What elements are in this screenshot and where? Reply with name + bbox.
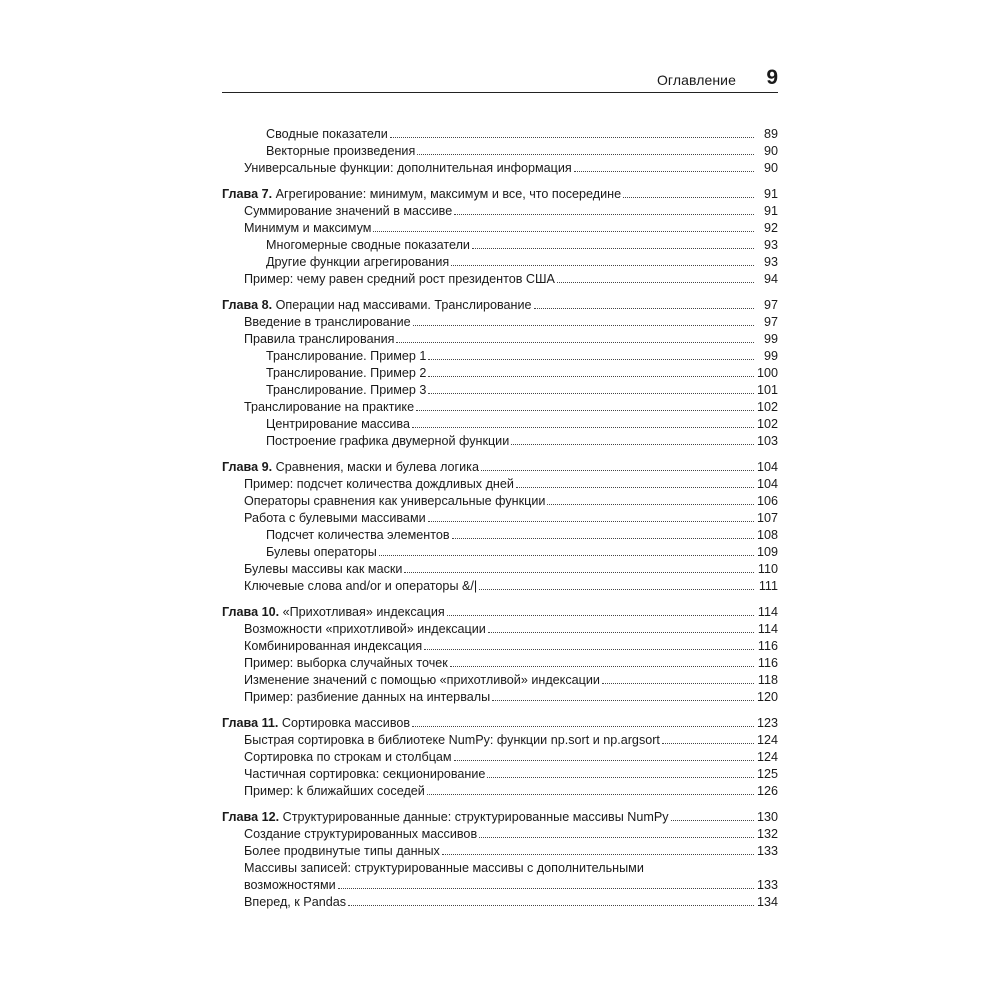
toc-chapter-entry[interactable] [222,809,778,826]
entry-title-text: Ключевые слова and/or и операторы &/| [244,579,478,593]
dot-leader [488,629,754,633]
entry-title-text: Пример: k ближайших соседей [244,784,425,798]
toc-entry[interactable] [222,783,778,800]
chapter-label: Глава 8. [222,298,273,312]
toc-entry-title [266,433,509,450]
page-number: 114 [757,605,778,619]
page-number: 134 [756,895,778,909]
chapter-label: Глава 11. [222,716,279,730]
page-number: 108 [756,528,778,542]
toc-entry-title [244,783,425,800]
dot-leader [662,740,754,744]
dot-leader [412,424,754,428]
entry-title-text: Пример: разбиение данных на интервалы [244,690,491,704]
dot-leader [534,305,754,309]
entry-title-text: Вперед, к Pandas [244,895,347,909]
page-number: 107 [756,511,778,525]
toc-entry-title [266,254,449,271]
dot-leader [547,501,754,505]
dot-leader [447,612,754,616]
dot-leader [492,697,754,701]
entry-title-text: Пример: выборка случайных точек [244,656,448,670]
toc-entry-title [222,186,621,203]
dot-leader [452,535,754,539]
dot-leader [348,902,754,906]
entry-title-text: Универсальные функции: дополнительная информация [244,161,572,175]
toc-entry[interactable] [222,416,778,433]
page-number: 124 [756,733,778,747]
dot-leader [574,168,754,172]
toc-entry[interactable] [222,331,778,348]
page-number: 118 [757,673,778,687]
dot-leader [671,817,754,821]
toc-chapter-entry[interactable] [222,297,778,314]
dot-leader [390,134,754,138]
dot-leader [428,356,754,360]
entry-title-text: Транслирование. Пример 3 [266,383,427,397]
toc-entry-title [244,493,545,510]
toc-entry[interactable] [222,578,778,595]
page-number: 109 [756,545,778,559]
dot-leader [479,834,754,838]
toc-entry[interactable] [222,314,778,331]
toc-entry[interactable] [222,527,778,544]
dot-leader [428,518,754,522]
page-number: 94 [763,272,778,286]
dot-leader [454,757,754,761]
entry-title-text: Многомерные сводные показатели [266,238,470,252]
page-number: 132 [756,827,778,841]
entry-title-text: Быстрая сортировка в библиотеке NumPy: функции np.sort и np.argsort [244,733,660,747]
toc-entry-title [222,459,479,476]
toc-entry[interactable] [222,638,778,655]
dot-leader [427,791,754,795]
toc-entry[interactable] [222,544,778,561]
page-number: 111 [758,579,778,593]
toc-entry-title [244,749,452,766]
toc-entry-title [244,621,486,638]
entry-title-text: Частичная сортировка: секционирование [244,767,486,781]
header-page-number: 9 [766,66,778,89]
toc-entry[interactable] [222,237,778,254]
toc-entry[interactable] [222,433,778,450]
toc-entry[interactable] [222,655,778,672]
entry-title-text: Изменение значений с помощью «прихотливой» индексации [244,673,600,687]
dot-leader [428,373,754,377]
toc-entry-title [266,143,415,160]
page-number: 102 [756,400,778,414]
entry-title-text: Операторы сравнения как универсальные функции [244,494,546,508]
toc-entry[interactable] [222,732,778,749]
dot-leader [416,407,754,411]
page-number: 93 [763,238,778,252]
toc-entry-title [244,894,346,911]
chapter-label: Глава 7. [222,187,273,201]
toc-entry[interactable] [222,254,778,271]
toc-entry[interactable] [222,476,778,493]
toc-entry[interactable] [222,561,778,578]
toc-chapter-entry[interactable] [222,604,778,621]
entry-title-text: Сортировка по строкам и столбцам [244,750,452,764]
page-number: 110 [757,562,778,576]
toc-entry-title [244,203,452,220]
toc-entry[interactable] [222,271,778,288]
toc-entry[interactable] [222,766,778,783]
entry-title-text: Булевы операторы [266,545,377,559]
page-number: 97 [763,315,778,329]
toc-entry-title [222,809,669,826]
page-number: 92 [763,221,778,235]
toc-entry-title [244,561,402,578]
entry-title-text: Транслирование. Пример 1 [266,349,427,363]
page-number: 100 [756,366,778,380]
toc-entry[interactable] [222,493,778,510]
entry-title-text: Подсчет количества элементов [266,528,450,542]
toc-entry-title [266,527,450,544]
entry-title-text: Булевы массивы как маски [244,562,403,576]
toc-entry[interactable] [222,203,778,220]
page-number: 125 [756,767,778,781]
table-of-contents [222,126,778,911]
dot-leader [424,646,754,650]
page-number: 114 [757,622,778,636]
toc-entry-title [244,655,448,672]
dot-leader [557,279,754,283]
dot-leader [602,680,754,684]
page-number: 116 [757,656,778,670]
toc-entry-title [244,220,371,237]
page-number: 99 [763,332,778,346]
entry-title-text: Центрирование массива [266,417,410,431]
toc-entry-title [244,638,422,655]
toc-entry-title [266,348,426,365]
entry-title-text: Пример: подсчет количества дождливых дней [244,477,514,491]
page-number: 104 [756,477,778,491]
entry-title-text: Создание структурированных массивов [244,827,478,841]
page-number: 126 [756,784,778,798]
dot-leader [472,245,754,249]
toc-entry-title [266,544,377,561]
page-number: 89 [763,127,778,141]
entry-title-text: Массивы записей: структурированные массивы с дополнительными [244,861,644,875]
toc-entry[interactable] [222,860,778,894]
dot-leader [451,262,754,266]
dot-leader [516,484,754,488]
entry-title-text: Правила транслирования [244,332,395,346]
toc-entry[interactable] [222,894,778,911]
page-number: 120 [756,690,778,704]
toc-entry[interactable] [222,220,778,237]
entry-title-text: Структурированные данные: структурированные массивы NumPy [279,810,669,824]
page-number: 123 [756,716,778,730]
dot-leader [428,390,754,394]
entry-title-text: Построение графика двумерной функции [266,434,510,448]
toc-entry-title [244,826,477,843]
page-number: 101 [756,383,778,397]
running-header [222,66,778,93]
dot-leader [481,467,754,471]
dot-leader [379,552,754,556]
dot-leader [373,228,754,232]
entry-title-text: Работа с булевыми массивами [244,511,426,525]
entry-title-text: Транслирование на практике [244,400,415,414]
page-number: 104 [756,460,778,474]
entry-title-text: Сравнения, маски и булева логика [272,460,479,474]
toc-entry-title [244,476,514,493]
page-number: 103 [756,434,778,448]
toc-entry-title [244,331,394,348]
toc-entry-title [266,365,426,382]
entry-title-continuation: возможностями [244,878,336,892]
entry-title-text: Возможности «прихотливой» индексации [244,622,486,636]
entry-title-text: Векторные произведения [266,144,416,158]
toc-entry-title [244,271,555,288]
page-number: 106 [756,494,778,508]
page-number: 133 [756,844,778,858]
toc-entry-title [244,843,440,860]
toc-entry-title [244,861,644,875]
chapter-label: Глава 9. [222,460,273,474]
toc-chapter-entry[interactable] [222,186,778,203]
entry-title-text: Пример: чему равен средний рост президентов США [244,272,555,286]
dot-leader [417,151,754,155]
toc-entry-title [266,237,470,254]
entry-title-text: Минимум и максимум [244,221,372,235]
page-number: 116 [757,639,778,653]
page-number: 133 [756,878,778,892]
toc-entry-line1 [244,860,778,877]
page-number: 91 [763,187,778,201]
toc-entry-title [244,314,411,331]
dot-leader [413,322,754,326]
dot-leader [479,586,754,590]
toc-entry[interactable] [222,348,778,365]
toc-entry-title [244,510,426,527]
toc-entry-title [222,715,410,732]
toc-entry[interactable] [222,749,778,766]
toc-entry[interactable] [222,689,778,706]
page-number: 90 [763,144,778,158]
dot-leader [487,774,754,778]
toc-entry[interactable] [222,843,778,860]
entry-title-text: «Прихотливая» индексация [279,605,445,619]
entry-title-text: Комбинированная индексация [244,639,423,653]
entry-title-text: Операции над массивами. Транслирование [272,298,532,312]
toc-entry-title [244,160,572,177]
dot-leader [454,211,754,215]
page-number: 130 [756,810,778,824]
toc-entry[interactable] [222,143,778,160]
toc-entry-title [266,126,388,143]
entry-title-text: Введение в транслирование [244,315,411,329]
entry-title-text: Суммирование значений в массиве [244,204,453,218]
dot-leader [623,194,754,198]
toc-entry-line2 [244,877,778,894]
toc-entry-title [244,672,600,689]
toc-entry-title [244,399,414,416]
dot-leader [450,663,754,667]
dot-leader [404,569,754,573]
toc-chapter-entry[interactable] [222,715,778,732]
toc-entry-title [266,382,426,399]
toc-entry-title [244,766,485,783]
toc-entry[interactable] [222,160,778,177]
page-number: 99 [763,349,778,363]
chapter-label: Глава 12. [222,810,280,824]
toc-entry[interactable] [222,126,778,143]
entry-title-text: Другие функции агрегирования [266,255,450,269]
toc-entry-title [244,689,490,706]
toc-entry-title [222,604,445,621]
chapter-label: Глава 10. [222,605,280,619]
entry-title-text: Агрегирование: минимум, максимум и все, что посередине [272,187,622,201]
toc-entry-title [266,416,410,433]
toc-entry-title [244,732,660,749]
entry-title-text: Транслирование. Пример 2 [266,366,427,380]
toc-entry-title [222,297,532,314]
dot-leader [511,441,754,445]
header-title: Оглавление [656,72,736,88]
dot-leader [412,723,754,727]
dot-leader [338,885,754,889]
toc-entry[interactable] [222,621,778,638]
dot-leader [442,851,754,855]
page-number: 102 [756,417,778,431]
toc-entry[interactable] [222,510,778,527]
page-number: 97 [763,298,778,312]
toc-entry-title [244,578,477,595]
toc-entry[interactable] [222,382,778,399]
toc-entry[interactable] [222,365,778,382]
entry-title-text: Сортировка массивов [278,716,411,730]
page-number: 124 [756,750,778,764]
toc-entry[interactable] [222,399,778,416]
page-number: 91 [763,204,778,218]
toc-entry[interactable] [222,826,778,843]
toc-entry[interactable] [222,672,778,689]
page-number: 93 [763,255,778,269]
entry-title-text: Более продвинутые типы данных [244,844,440,858]
page-number: 90 [763,161,778,175]
dot-leader [396,339,754,343]
toc-chapter-entry[interactable] [222,459,778,476]
entry-title-text: Сводные показатели [266,127,388,141]
